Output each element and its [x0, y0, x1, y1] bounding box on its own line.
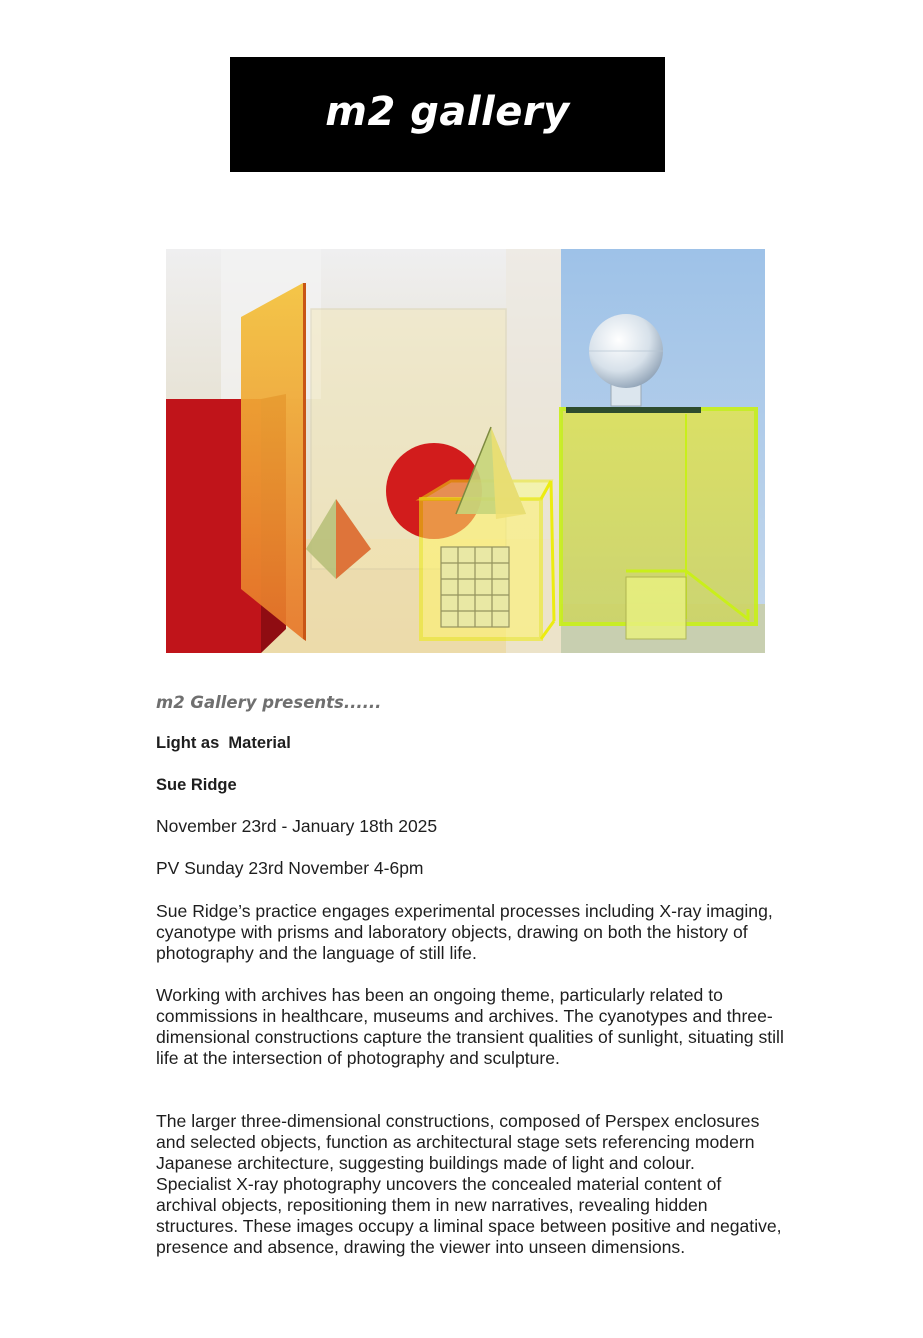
gallery-logo: [230, 57, 665, 172]
exhibition-dates: November 23rd - January 18th 2025: [156, 816, 438, 836]
body-paragraph-3: The larger three-dimensional constructions, composed of Perspex enclosures and selected objects, function as architectural stage sets referencing modern Japanese architecture, suggesting buildings made of light and colour.: [156, 1111, 760, 1173]
private-view: PV Sunday 23rd November 4-6pm: [156, 858, 424, 878]
artwork-image: [166, 249, 765, 653]
exhibition-title: Light as Material: [156, 734, 291, 752]
presents-line: m2 Gallery presents......: [156, 693, 382, 712]
body-paragraph-1: Sue Ridge’s practice engages experimental processes including X-ray imaging, cyanotype with prisms and laboratory objects, drawing on both the history of photography and the language of still life.: [156, 901, 773, 963]
body-paragraph-3-group: [156, 1111, 786, 1258]
body-paragraph-2: Working with archives has been an ongoing theme, particularly related to commissions in healthcare, museums and archives. The cyanotypes and three-dimensional constructions capture the transient qualities of sunlight, situating still life at the intersection of photography and sculpture.: [156, 985, 784, 1068]
artist-name: Sue Ridge: [156, 776, 237, 794]
logo-text: m2 gallery: [325, 88, 570, 135]
body-paragraph-4: Specialist X-ray photography uncovers the concealed material content of archival objects, repositioning them in new narratives, revealing hidden structures. These images occupy a liminal space between positive and negative, presence and absence, drawing the viewer into unseen dimensions.: [156, 1174, 782, 1257]
